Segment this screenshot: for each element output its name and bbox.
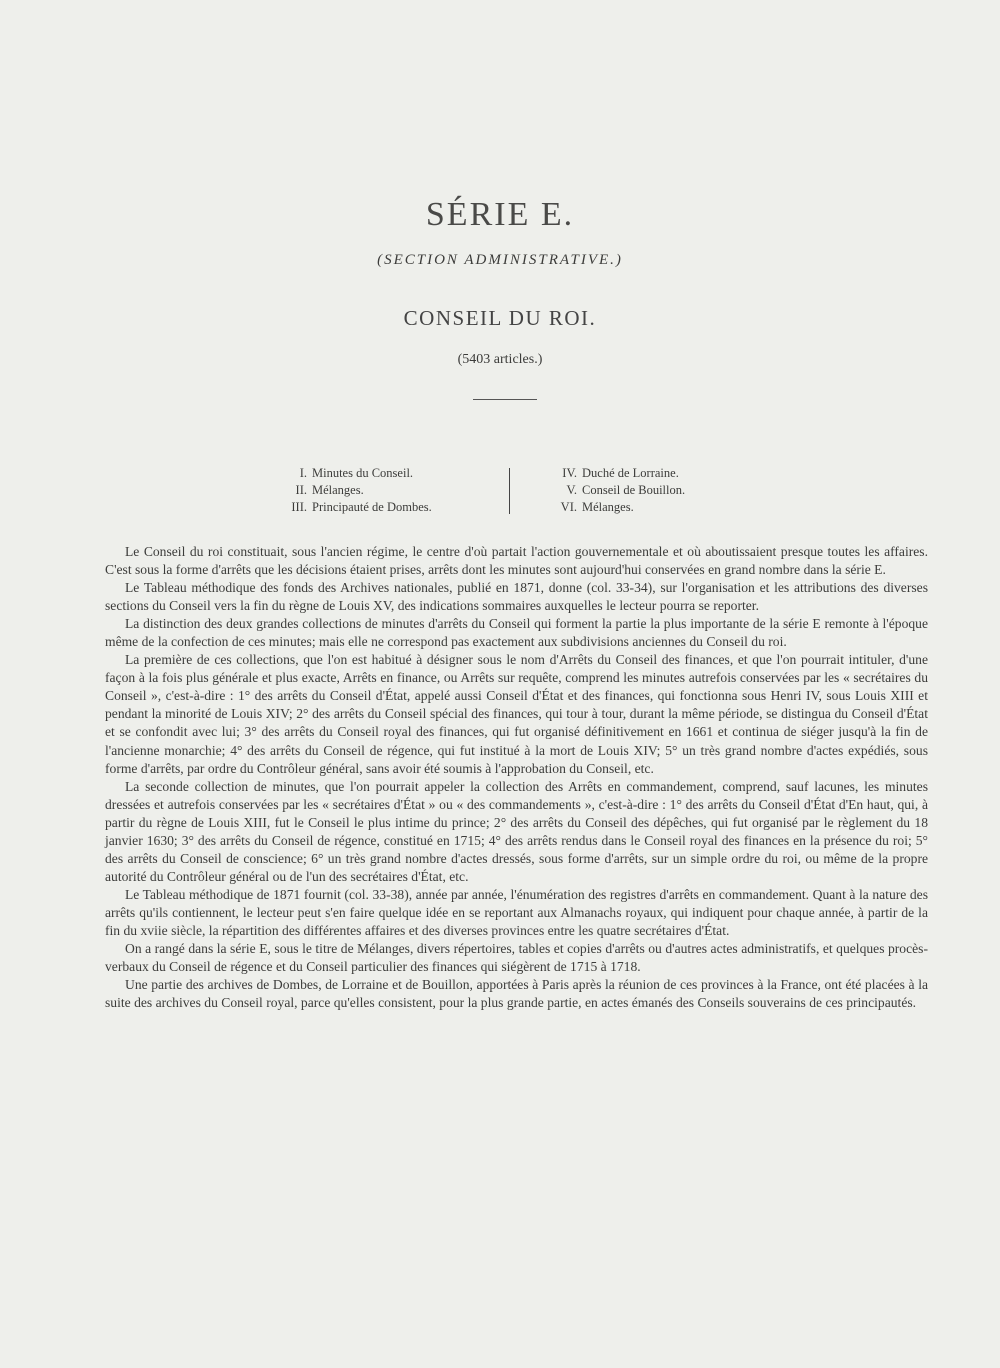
toc-number: I. [299,466,307,480]
paragraph: Le Conseil du roi constituait, sous l'ancien régime, le centre d'où partait l'action gouvernementale et où aboutissaient presque toutes les affaires. C'est sous la forme d'arrêts que les décisions étaient prises, arrêts dont les minutes sont aujourd'hui conservées en grand nombre dans la série E. [105,544,928,578]
toc-number: VI. [560,500,577,514]
page-title: CONSEIL DU ROI. [403,306,597,330]
toc-item [555,482,685,499]
toc-label: Conseil de Bouillon. [582,483,686,497]
toc-number: III. [291,500,307,514]
toc-item [285,499,432,516]
toc-left-column [285,465,432,516]
paragraph: On a rangé dans la série E, sous le titre de Mélanges, divers répertoires, tables et copies d'arrêts ou d'autres actes administratifs, et quelques procès-verbaux du Conseil de régence et du Conseil particulier des finances qui siégèrent de 1715 à 1718. [105,941,928,975]
paragraph: La seconde collection de minutes, que l'on pourrait appeler la collection des Arrêts en commandement, comprend, sauf lacunes, les minutes dressées et autrefois conservées par les « secrétaires d'État » ou « des commandements », c'est-à-dire : 1° des arrêts du Conseil d'État d'En haut, qui, à partir du règne de Louis XIII, fut le Conseil le plus intime du prince; 2° des arrêts du Conseil des dépêches, qui fut organisé par le règlement du 18 janvier 1630; 3° des arrêts du Conseil de régence, constitué en 1715; 4° des arrêts rendus dans le Conseil royal des finances en la présence du roi; 5° des arrêts du Conseil de conscience; 6° un très grand nombre d'actes dressés, sous forme d'arrêts, sur un simple ordre du roi, ou même de la propre autorité du Contrôleur général ou de l'un des secrétaires d'État, etc. [105,778,928,884]
toc-item [285,465,432,482]
toc-number: V. [566,483,577,497]
article-count: (5403 articles.) [457,352,543,367]
section-subtitle: (SECTION ADMINISTRATIVE.) [377,252,623,268]
toc-item [285,482,432,499]
toc-label: Minutes du Conseil. [312,466,414,480]
toc-right-column [555,465,685,516]
toc-item [555,499,685,516]
toc-label: Mélanges. [312,483,364,497]
series-title: SÉRIE E. [425,196,575,233]
paragraph: La première de ces collections, que l'on est habitué à désigner sous le nom d'Arrêts du Conseil des finances, et que l'on pourrait intituler, d'une façon à la fois plus générale et plus exacte, Arrêts en finance, ou Arrêts sur requête, comprend les minutes autrefois conservées par les « secrétaires du Conseil », c'est-à-dire : 1° des arrêts du Conseil d'État, appelé aussi Conseil d'État et des finances, qui fonctionna sous Henri IV, sous Louis XIII et pendant la minorité de Louis XIV; 2° des arrêts du Conseil spécial des finances, qui tour à tour, durant la même période, se distingua du Conseil d'État et se confondit avec lui; 3° des arrêts du Conseil royal des finances, qui fut organisé définitivement en 1661 et continua de siéger jusqu'à la fin de l'ancienne monarchie; 4° des arrêts du Conseil de régence, qui fut institué à la mort de Louis XIV; 5° un très grand nombre d'actes expédiés, sous forme d'arrêts, par ordre du Contrôleur général, sans avoir été soumis à l'approbation du Conseil, etc. [105,652,928,776]
toc-label: Principauté de Dombes. [312,500,432,514]
toc-label: Duché de Lorraine. [582,466,679,480]
body-text [105,543,928,1012]
paragraph: Le Tableau méthodique des fonds des Archives nationales, publié en 1871, donne (col. 33-34), sur l'organisation et les attributions des diverses sections du Conseil vers la fin du règne de Louis XV, des indications sommaires auxquelles le lecteur pourra se reporter. [105,580,928,614]
toc-divider [509,468,510,514]
toc-number: II. [295,483,307,497]
toc-number: IV. [562,466,577,480]
toc-item [555,465,685,482]
paragraph: Une partie des archives de Dombes, de Lorraine et de Bouillon, apportées à Paris après la réunion de ces provinces à la France, ont été placées à la suite des archives du Conseil royal, parce qu'elles consistent, pour la plus grande partie, en actes émanés des Conseils souverains de ces principautés. [105,977,928,1011]
title-rule [473,399,537,400]
toc-label: Mélanges. [582,500,634,514]
paragraph: La distinction des deux grandes collections de minutes d'arrêts du Conseil qui forment la partie la plus importante de la série E remonte à l'époque même de la confection de ces minutes; mais elle ne correspond pas exactement aux subdivisions anciennes du Conseil du roi. [105,616,928,650]
paragraph: Le Tableau méthodique de 1871 fournit (col. 33-38), année par année, l'énumération des registres d'arrêts en commandement. Quant à la nature des arrêts qu'ils contiennent, le lecteur peut s'en faire quelque idée en se reportant aux Almanachs royaux, qui indiquent pour chaque année, à partir de la fin du xviie siècle, la répartition des différentes affaires et des diverses provinces entre les quatre secrétaires d'État. [105,886,928,938]
